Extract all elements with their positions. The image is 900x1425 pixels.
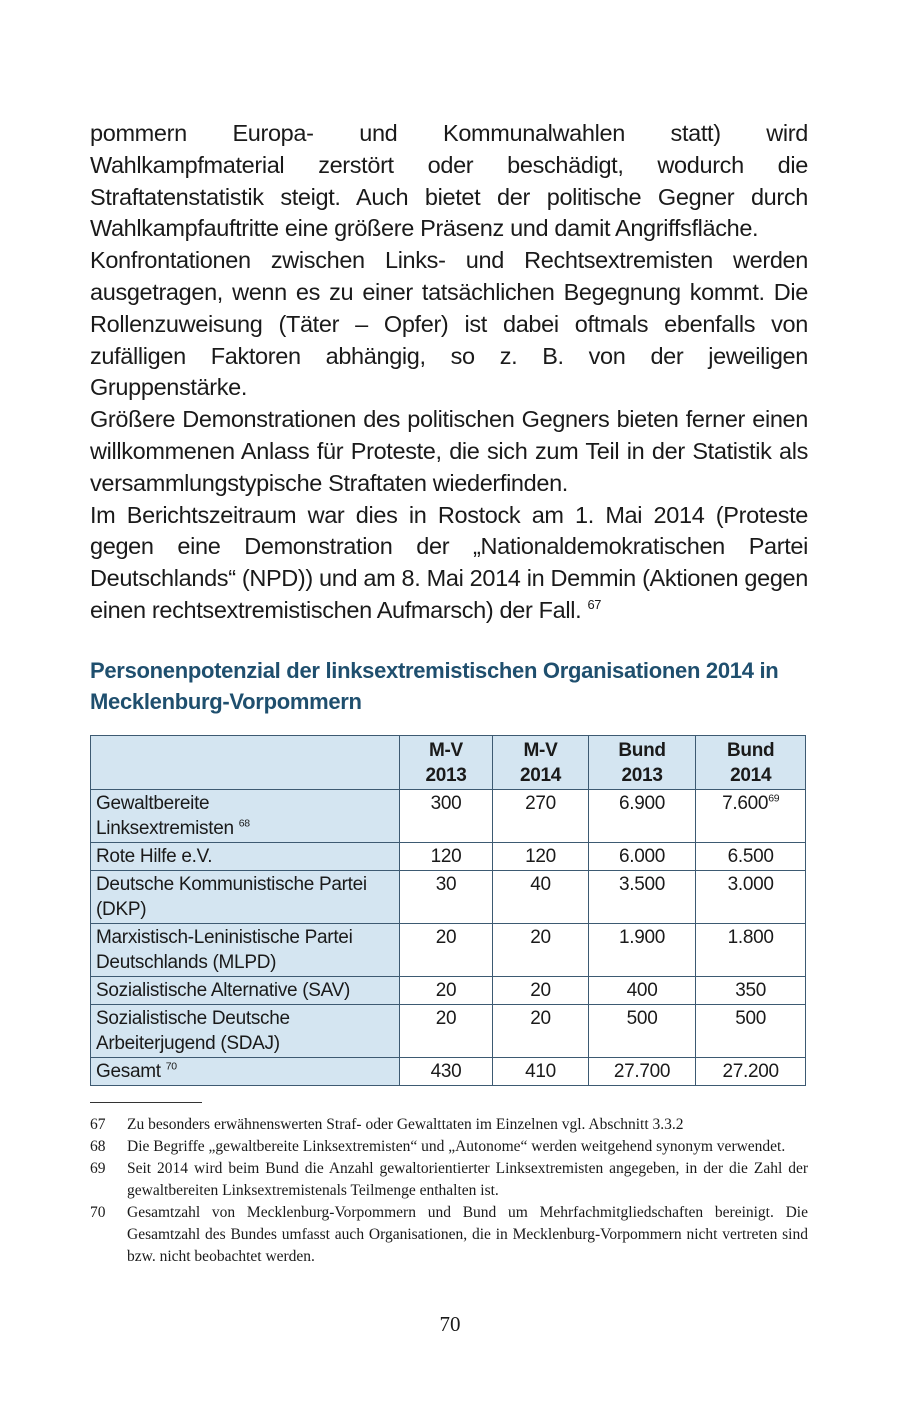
paragraph-text: Im Berichtszeitraum war dies in Rostock am 1. Mai 2014 (Proteste gegen eine Demonstration der „Nationaldemokratischen Partei Deutschlands“ (NPD)) und am 8. Mai 2014 in Demmin (Aktionen gegen einen rechtsextremistischen Aufmarsch) der Fall. [90, 501, 808, 623]
row-label: Gewaltbereite Linksextremisten $^{68}$ [91, 789, 400, 842]
footnote-number: 69 [90, 1160, 106, 1177]
paragraph: Konfrontationen zwischen Links- und Rechtsextremisten werden ausgetragen, wenn es zu einer tatsächlichen Begegnung kommt. Die Rollenzuweisung (Täter – Opfer) ist dabei oftmals ebenfalls von zufälligen Faktoren abhängig, so z. B. von der jeweiligen Gruppenstärke. [90, 247, 808, 401]
cell: 20 [399, 976, 493, 1004]
header-empty-cell [91, 735, 400, 789]
cell: 270 [493, 789, 589, 842]
cell: 40 [493, 870, 589, 923]
row-label: Sozialistische Alternative (SAV) [91, 976, 400, 1004]
header-line: Bund [618, 739, 666, 761]
table-row [91, 842, 806, 870]
cell: 6.000 [588, 842, 696, 870]
cell: 27.200 [696, 1057, 806, 1085]
cell: 6.500 [696, 842, 806, 870]
row-label: Sozialistische Deutsche Arbeiterjugend (SDAJ) [91, 1004, 400, 1057]
row-label: Rote Hilfe e.V. [91, 842, 400, 870]
header-bund-2013 [588, 735, 696, 789]
cell: 3.500 [588, 870, 696, 923]
footnote-ref[interactable]: 69 [768, 793, 780, 805]
page-content [90, 118, 808, 1086]
footnote [90, 1114, 808, 1136]
header-line: M-V [523, 739, 558, 761]
data-table [90, 735, 806, 1086]
header-line: M-V [429, 739, 463, 761]
paragraph: pommern Europa- und Kommunalwahlen statt) wird Wahlkampfmaterial zerstört oder beschädigt, wodurch die Straftatenstatistik steigt. Auch bietet der politische Gegner durch Wahlkampfauftritte eine größere Präsenz und damit Angriffsfläche. [90, 120, 808, 242]
footnote-text: Zu besonders erwähnenswerten Straf- oder Gewalttaten im Einzelnen vgl. Abschnitt 3.3.2 [127, 1116, 684, 1133]
footnote-ref[interactable]: 67 [587, 597, 602, 613]
cell: 20 [399, 923, 493, 976]
header-line: 2013 [425, 764, 467, 786]
header-bund-2014 [696, 735, 806, 789]
header-line: 2013 [621, 764, 663, 786]
table-title: Personenpotenzial der linksextremistischen Organisationen 2014 in Mecklenburg-Vorpommern [90, 657, 779, 714]
cell: 120 [399, 842, 493, 870]
table-row [91, 870, 806, 923]
cell: 350 [696, 976, 806, 1004]
cell: 400 [588, 976, 696, 1004]
cell-value: 7.600 [722, 792, 769, 814]
footnote-text: Seit 2014 wird beim Bund die Anzahl gewaltorientierter Linksextremisten angegeben, in der die Zahl der gewaltbereiten Linksextremistenals Teilmenge enthalten ist. [127, 1160, 808, 1199]
cell: 20 [493, 1004, 589, 1057]
cell: 30 [399, 870, 493, 923]
footnote-text: Die Begriffe „gewaltbereite Linksextremisten“ und „Autonome“ werden weitgehend synonym verwendet. [127, 1138, 786, 1155]
table-row [91, 789, 806, 842]
footnote-text: Gesamtzahl von Mecklenburg-Vorpommern und Bund um Mehrfachmitgliedschaften bereinigt. Die Gesamtzahl des Bundes umfasst auch Organisationen, die in Mecklenburg-Vorpommern nicht vertreten sind bzw. nicht beobachtet werden. [127, 1204, 808, 1265]
cell: 1.800 [696, 923, 806, 976]
header-mv-2013 [399, 735, 493, 789]
row-label: Deutsche Kommunistische Partei (DKP) [91, 870, 400, 923]
page-number: 70 [439, 1312, 461, 1336]
table-row [91, 1004, 806, 1057]
cell: 20 [399, 1004, 493, 1057]
cell: 430 [399, 1057, 493, 1085]
row-label: Marxistisch-Leninistische Partei Deutschlands (MLPD) [91, 923, 400, 976]
cell [696, 789, 806, 842]
footnote-number: 67 [90, 1116, 106, 1133]
cell: 20 [493, 923, 589, 976]
table-header-row [91, 735, 806, 789]
table-row [91, 976, 806, 1004]
cell: 300 [399, 789, 493, 842]
cell: 3.000 [696, 870, 806, 923]
footnote [90, 1136, 808, 1158]
cell: 410 [493, 1057, 589, 1085]
footnote [90, 1158, 808, 1202]
footnote-ref[interactable]: 70 [165, 1061, 177, 1073]
header-mv-2014 [493, 735, 589, 789]
cell: 120 [493, 842, 589, 870]
body-text [90, 118, 808, 627]
paragraph: Größere Demonstrationen des politischen Gegners bieten ferner einen willkommenen Anlass für Proteste, die sich zum Teil in der Statistik als versammlungstypische Straftaten wiederfinden. [90, 406, 808, 496]
header-line: Bund [727, 739, 775, 761]
footnotes [90, 1114, 808, 1268]
cell: 500 [588, 1004, 696, 1057]
table-row [91, 923, 806, 976]
paragraph [90, 500, 808, 627]
footnote-number: 70 [90, 1204, 106, 1221]
footnote [90, 1202, 808, 1268]
header-line: 2014 [730, 764, 772, 786]
header-line: 2014 [519, 764, 562, 786]
footnote-ref[interactable]: 68 [238, 818, 250, 830]
row-label [91, 1057, 400, 1085]
row-label-text: Gesamt [96, 1060, 161, 1082]
footnote-number: 68 [90, 1138, 106, 1155]
cell: 27.700 [588, 1057, 696, 1085]
table-total-row [91, 1057, 806, 1085]
cell: 500 [696, 1004, 806, 1057]
cell: 6.900 [588, 789, 696, 842]
footnote-divider [90, 1102, 202, 1103]
cell: 20 [493, 976, 589, 1004]
cell: 1.900 [588, 923, 696, 976]
